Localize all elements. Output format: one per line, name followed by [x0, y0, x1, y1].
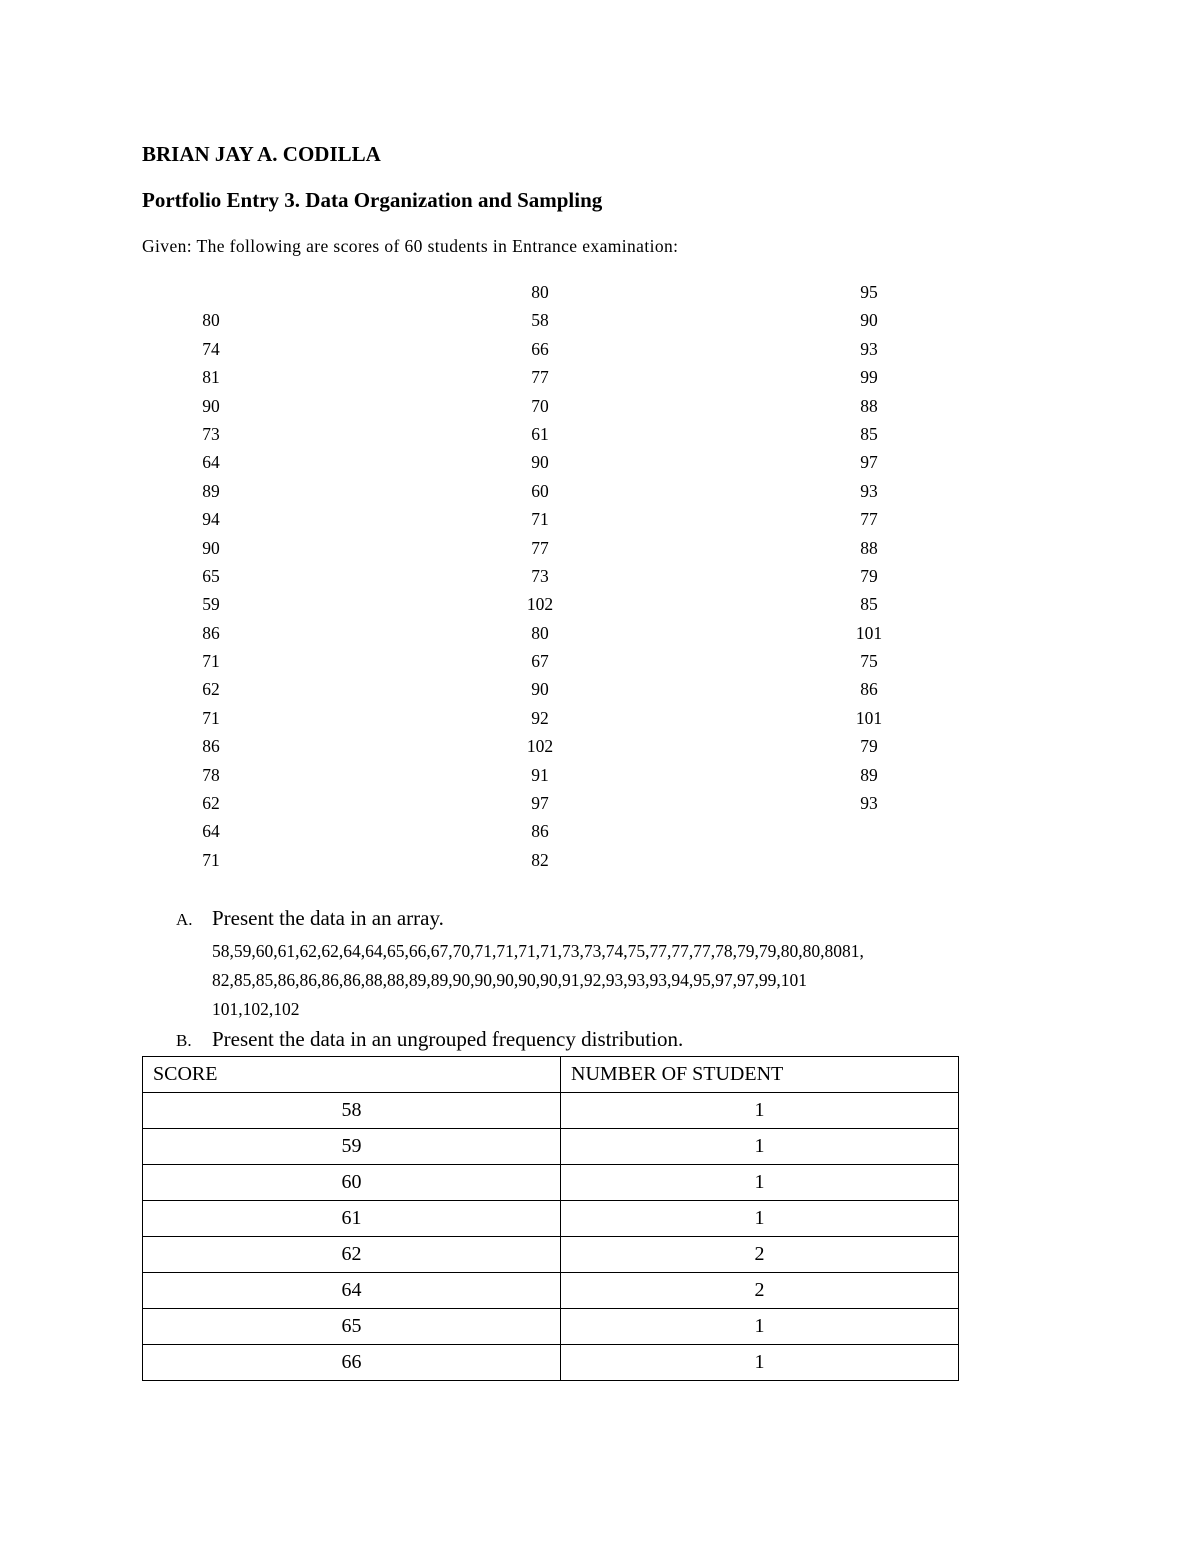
score-value: 64: [202, 821, 220, 842]
score-value: 81: [202, 367, 220, 388]
count-cell: 2: [561, 1237, 959, 1273]
score-value: 80: [531, 282, 549, 302]
count-cell: 1: [561, 1309, 959, 1345]
score-value: 90: [202, 537, 220, 558]
table-row: [143, 1165, 959, 1201]
score-value: 71: [531, 509, 549, 530]
score-value: 61: [531, 423, 549, 444]
question-a-label: A.: [176, 910, 193, 929]
score-value: 75: [860, 651, 878, 672]
score-value: 93: [860, 338, 878, 359]
score-value: 67: [531, 651, 549, 672]
score-cell: 66: [143, 1345, 561, 1381]
score-value: 92: [531, 707, 549, 728]
score-cell: 62: [143, 1237, 561, 1273]
table-row: [143, 1309, 959, 1345]
header-number-of-student: NUMBER OF STUDENT: [561, 1057, 959, 1093]
score-value: 78: [202, 764, 220, 785]
score-value: 80: [531, 622, 549, 643]
score-value: 90: [202, 395, 220, 416]
score-value: 73: [202, 423, 220, 444]
score-value: 71: [202, 849, 220, 870]
page-title: Portfolio Entry 3. Data Organization and Sampling: [142, 188, 603, 212]
score-value: 74: [202, 338, 220, 359]
score-value: 95: [860, 282, 878, 302]
score-cell: 65: [143, 1309, 561, 1345]
score-value: 60: [531, 480, 549, 501]
count-cell: 1: [561, 1201, 959, 1237]
header-score: SCORE: [143, 1057, 561, 1093]
score-value: 99: [860, 367, 878, 388]
score-cell: 60: [143, 1165, 561, 1201]
score-cell: 64: [143, 1273, 561, 1309]
question-b-text: Present the data in an ungrouped frequency distribution.: [212, 1027, 684, 1051]
score-value: 85: [860, 594, 878, 615]
table-row: [143, 1345, 959, 1381]
score-value: 86: [202, 736, 220, 757]
count-cell: 2: [561, 1273, 959, 1309]
score-value: 80: [202, 310, 220, 331]
score-value: 93: [860, 793, 878, 814]
frequency-table: [142, 1056, 959, 1381]
score-value: 94: [202, 509, 220, 530]
score-value: 71: [202, 651, 220, 672]
table-row: [143, 1273, 959, 1309]
table-row: [143, 1093, 959, 1129]
score-cell: 59: [143, 1129, 561, 1165]
count-cell: 1: [561, 1345, 959, 1381]
author-name: BRIAN JAY A. CODILLA: [142, 142, 381, 166]
score-value: 102: [526, 594, 554, 615]
count-cell: 1: [561, 1165, 959, 1201]
table-row: [143, 1237, 959, 1273]
scores-column-2: [500, 278, 580, 874]
score-value: 88: [860, 395, 878, 416]
count-cell: 1: [561, 1093, 959, 1129]
score-value: 97: [531, 793, 549, 814]
score-value: 79: [860, 736, 878, 757]
array-line-2: 82,85,85,86,86,86,86,88,88,89,89,90,90,90,90,90,91,92,93,93,93,94,95,97,97,99,101: [212, 970, 807, 990]
score-value: 89: [860, 764, 878, 785]
score-value: 86: [531, 821, 549, 842]
question-b-label: B.: [176, 1031, 192, 1050]
score-value: 101: [855, 622, 883, 643]
score-value: 90: [531, 452, 549, 473]
score-cell: 61: [143, 1201, 561, 1237]
count-cell: 1: [561, 1129, 959, 1165]
score-value: 82: [531, 849, 549, 870]
score-value: 93: [860, 480, 878, 501]
table-row: [143, 1201, 959, 1237]
score-value: 86: [202, 622, 220, 643]
score-cell: 58: [143, 1093, 561, 1129]
score-value: 65: [202, 565, 220, 586]
score-value: 77: [531, 537, 549, 558]
question-a-text: Present the data in an array.: [212, 906, 444, 930]
score-value: 86: [860, 679, 878, 700]
score-value: 77: [531, 367, 549, 388]
table-row: [143, 1129, 959, 1165]
score-value: 59: [202, 594, 220, 615]
score-value: 89: [202, 480, 220, 501]
score-value: 79: [860, 565, 878, 586]
score-value: 85: [860, 423, 878, 444]
score-value: 97: [860, 452, 878, 473]
table-header-row: [143, 1057, 959, 1093]
score-value: 58: [531, 310, 549, 331]
score-value: 102: [526, 736, 554, 757]
score-value: 62: [202, 793, 220, 814]
score-value: 77: [860, 509, 878, 530]
score-value: 73: [531, 565, 549, 586]
score-value: 88: [860, 537, 878, 558]
score-value: 90: [531, 679, 549, 700]
score-value: 70: [531, 395, 549, 416]
array-line-3: 101,102,102: [212, 999, 300, 1019]
score-value: 62: [202, 679, 220, 700]
scores-column-3: [829, 278, 909, 817]
score-value: 91: [531, 764, 549, 785]
score-value: 64: [202, 452, 220, 473]
scores-column-1: [171, 306, 251, 874]
score-value: 71: [202, 707, 220, 728]
score-value: 90: [860, 310, 878, 331]
array-line-1: 58,59,60,61,62,62,64,64,65,66,67,70,71,71,71,71,73,73,74,75,77,77,77,78,79,79,80,80,8081,: [212, 941, 864, 961]
score-value: 66: [531, 338, 549, 359]
given-statement: Given: The following are scores of 60 students in Entrance examination:: [142, 236, 679, 256]
score-value: 101: [855, 707, 883, 728]
